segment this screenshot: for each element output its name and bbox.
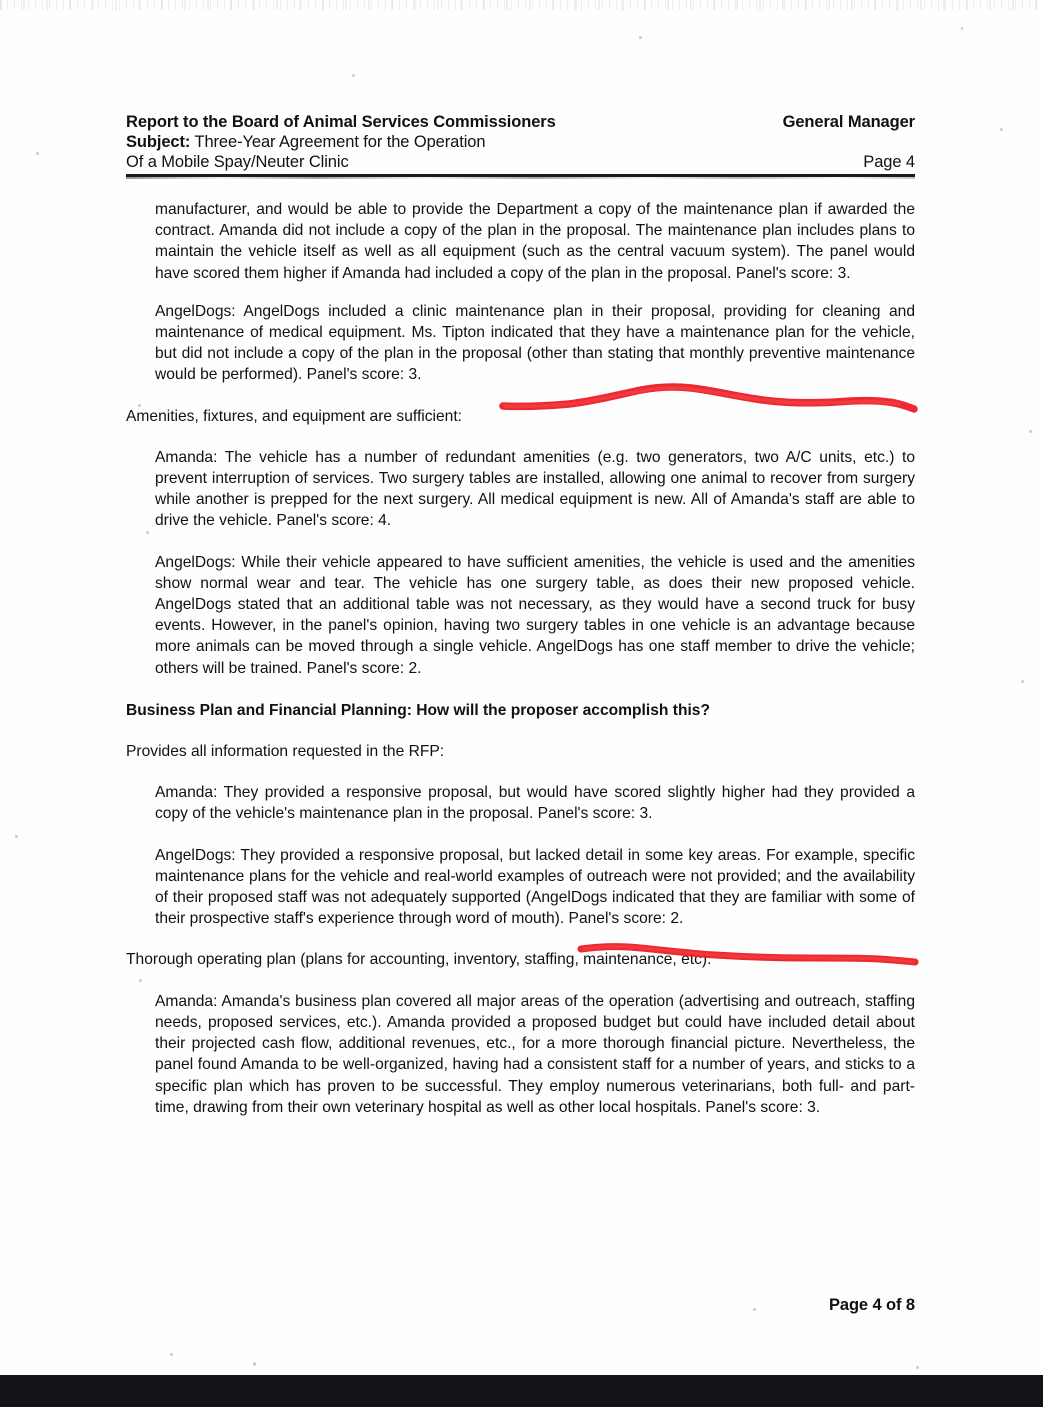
paragraph-amanda-rfp: Amanda: They provided a responsive proposal, but would have scored slightly higher had they provided a copy of the vehicle's maintenance plan in the proposal. Panel's score: 3.: [155, 784, 915, 823]
scan-speck: [639, 36, 642, 39]
paragraph-gap: [126, 386, 915, 406]
paragraph-gap: [126, 929, 915, 949]
document-header: [126, 112, 915, 177]
paragraph-gap: [126, 825, 915, 845]
criterion-operating-plan: Thorough operating plan (plans for accounting, inventory, staffing, maintenance, etc):: [126, 951, 712, 969]
header-divider-rule: [126, 174, 915, 177]
subject-text: Three-Year Agreement for the Operation: [194, 133, 486, 151]
header-line-3: [126, 152, 915, 172]
scan-speck: [170, 1353, 173, 1356]
paragraph-amanda-operating-plan: Amanda: Amanda's business plan covered all major areas of the operation (advertising and outreach, staffing needs, proposed services, etc.). Amanda provided a proposed budget but could have included detail about their projected cash flow, additional revenues, etc., for a more thorough financial picture. Nevertheless, the panel found Amanda to be well-organized, having had a consistent staff for a number of years, and sticks to a specific plan which has proven to be successful. They employ numerous veterinarians, both full- and part-time, drawing from their own veterinary hospital as well as other local hospitals. Panel's score: 3.: [155, 992, 915, 1116]
scan-speck: [36, 152, 39, 155]
header-line-1: [126, 112, 915, 132]
footer-page-label: Page 4 of 8: [828, 1296, 915, 1314]
paragraph-angeldogs-maintenance: AngelDogs: AngelDogs included a clinic maintenance plan in their proposal, providing for cleaning and maintenance of medical equipment. Ms. Tipton indicated that they have a maintenance plan for the vehicle, but did not include a copy of the plan in the proposal (other than stating that monthly preventive maintenance would be performed). Panel's score: 3.: [155, 302, 915, 384]
scan-speck: [961, 27, 963, 30]
paragraph-amanda-amenities: Amanda: The vehicle has a number of redundant amenities (e.g. two generators, two A/C units, etc.) to prevent interruption of services. Two surgery tables are installed, allowing one animal to recover from surgery while another is prepped for the next surgery. All medical equipment is new. All of Amanda's staff are able to drive the vehicle. Panel's score: 4.: [155, 448, 915, 530]
scan-speck: [916, 1366, 919, 1369]
paragraph-gap: [126, 532, 915, 552]
subject-continuation: Of a Mobile Spay/Neuter Clinic: [126, 153, 349, 171]
section-heading-business-plan: Business Plan and Financial Planning: How will the proposer accomplish this?: [126, 701, 710, 719]
paragraph-gap: [126, 971, 915, 991]
document-body: [126, 199, 915, 1118]
criterion-amenities: Amenities, fixtures, and equipment are sufficient:: [126, 407, 463, 425]
scan-speck: [1021, 680, 1024, 683]
paragraph-gap: [126, 427, 915, 447]
header-general-manager: General Manager: [782, 113, 915, 131]
header-line-2: [126, 132, 915, 152]
paragraph-gap: [126, 721, 915, 741]
paragraph-angeldogs-amenities: AngelDogs: While their vehicle appeared to have sufficient amenities, the vehicle is used and the amenities show normal wear and tear. The vehicle has one surgery table, as does their new proposed vehicle. AngelDogs stated that an additional table was not necessary, as they would have a second truck for busy events. However, in the panel's opinion, having two surgery tables in one vehicle is an advantage because more animals can be moved through a single vehicle. AngelDogs has one staff member to drive the vehicle; others will be trained. Panel's score: 2.: [155, 553, 915, 677]
paragraph-manufacturer: manufacturer, and would be able to provide the Department a copy of the maintenance plan if awarded the contract. Amanda did not include a copy of the plan in the proposal. The maintenance plan includes plans to maintain the vehicle itself as well as all equipment (such as the central vacuum system). The panel would have scored them higher if Amanda had included a copy of the plan in the proposal. Panel's score: 3.: [155, 201, 915, 282]
scan-speck: [352, 74, 355, 77]
paragraph-angeldogs-rfp: AngelDogs: They provided a responsive proposal, but lacked detail in some key areas. For example, specific maintenance plans for the vehicle and real-world examples of outreach were not provided; and the availability of their proposed staff was not adequately supported (AngelDogs indicated that they are familiar with some of their prospective staff's experience through word of mouth). Panel's score: 2.: [155, 846, 915, 928]
header-page-number: Page 4: [863, 153, 915, 171]
scan-speck: [15, 835, 18, 838]
paragraph-gap: [126, 762, 915, 782]
criterion-rfp-information: Provides all information requested in the RFP:: [126, 743, 445, 761]
subject-line: [126, 132, 485, 152]
document-content: [126, 112, 915, 1118]
scanner-bottom-bar: [0, 1375, 1043, 1407]
scan-noise-band: [0, 0, 1043, 10]
paragraph-gap: [126, 679, 915, 700]
report-title: Report to the Board of Animal Services Commissioners: [126, 113, 556, 131]
paragraph-gap: [126, 284, 915, 301]
scan-speck: [1029, 430, 1032, 433]
subject-label: Subject:: [126, 133, 191, 151]
scan-speck: [253, 1362, 256, 1366]
page-footer: [126, 1296, 915, 1315]
scan-speck: [1000, 128, 1003, 131]
